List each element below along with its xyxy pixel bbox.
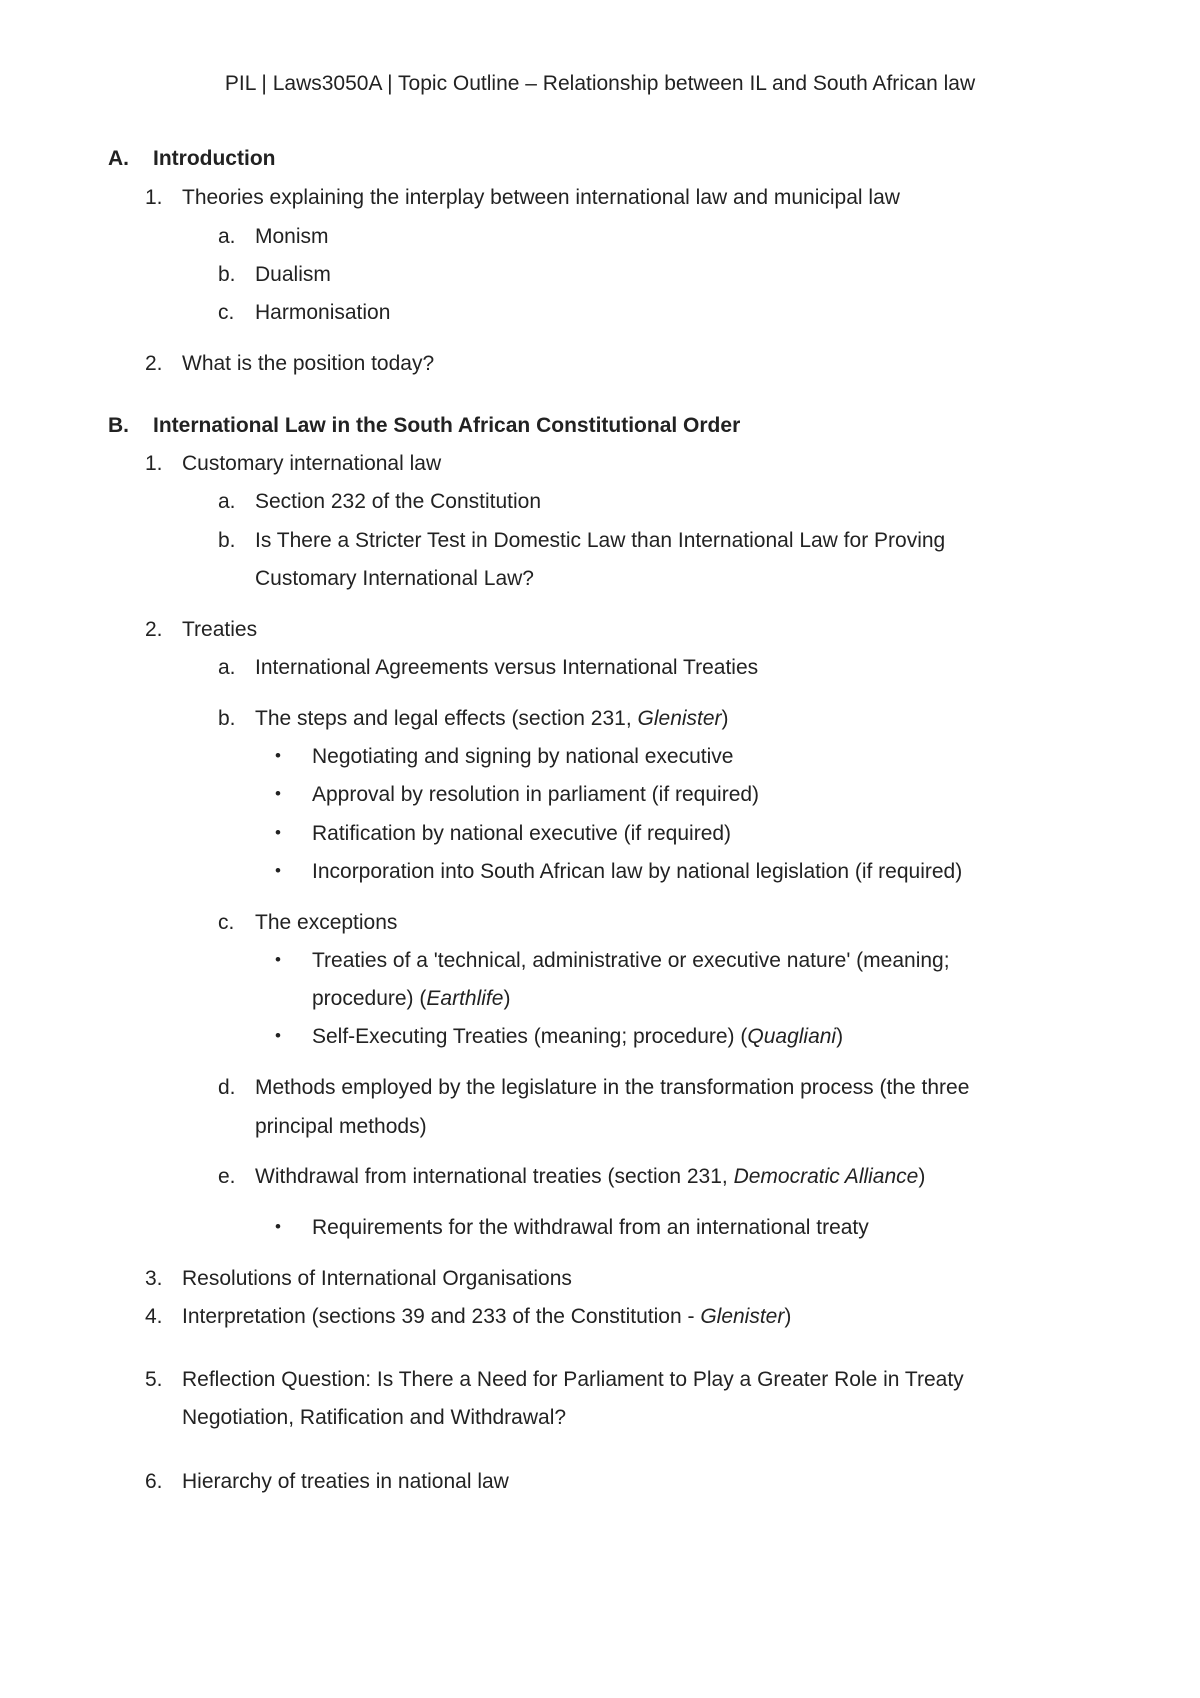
sublist-letter: a. — [218, 225, 236, 248]
list-item: Hierarchy of treaties in national law — [182, 1470, 509, 1493]
section-a-title: Introduction — [153, 147, 276, 170]
list-number: 1. — [145, 186, 163, 209]
bullet-glyph: • — [275, 950, 281, 969]
list-item: What is the position today? — [182, 352, 435, 375]
list-item: Treaties — [182, 618, 258, 641]
list-number: 3. — [145, 1267, 163, 1290]
sublist-letter: a. — [218, 490, 236, 513]
sublist-item: International Agreements versus International Treaties — [255, 656, 759, 679]
section-b-letter: B. — [108, 414, 129, 437]
list-number: 5. — [145, 1368, 163, 1391]
sublist-item: Withdrawal from international treaties (section 231, Democratic Alliance) — [255, 1165, 926, 1188]
bullet-item: Negotiating and signing by national executive — [312, 745, 734, 768]
sublist-item: Is There a Stricter Test in Domestic Law than International Law for Proving — [255, 529, 946, 552]
sublist-letter: d. — [218, 1076, 236, 1099]
sublist-item-continuation: principal methods) — [255, 1115, 427, 1138]
list-item-continuation: Negotiation, Ratification and Withdrawal? — [182, 1406, 567, 1429]
sublist-letter: a. — [218, 656, 236, 679]
sublist-item: The steps and legal effects (section 231, Glenister) — [255, 707, 729, 730]
list-number: 1. — [145, 452, 163, 475]
bullet-item-continuation: procedure) (Earthlife) — [312, 987, 511, 1010]
bullet-item: Treaties of a 'technical, administrative or executive nature' (meaning; — [312, 949, 950, 972]
bullet-glyph: • — [275, 1217, 281, 1236]
page-header: PIL | Laws3050A | Topic Outline – Relationship between IL and South African law — [224, 72, 976, 95]
sublist-letter: c. — [218, 911, 235, 934]
sublist-letter: b. — [218, 529, 236, 552]
sublist-item: Section 232 of the Constitution — [255, 490, 542, 513]
bullet-item: Approval by resolution in parliament (if required) — [312, 783, 760, 806]
sublist-letter: b. — [218, 707, 236, 730]
sublist-letter: b. — [218, 263, 236, 286]
section-b-title: International Law in the South African Constitutional Order — [153, 414, 741, 437]
list-item: Theories explaining the interplay between international law and municipal law — [182, 186, 900, 209]
bullet-item: Requirements for the withdrawal from an international treaty — [312, 1216, 869, 1239]
sublist-letter: c. — [218, 301, 235, 324]
bullet-item: Incorporation into South African law by national legislation (if required) — [312, 860, 963, 883]
list-item: Resolutions of International Organisations — [182, 1267, 572, 1290]
list-item: Customary international law — [182, 452, 442, 475]
list-number: 2. — [145, 618, 163, 641]
list-item: Reflection Question: Is There a Need for Parliament to Play a Greater Role in Treaty — [182, 1368, 964, 1391]
bullet-glyph: • — [275, 861, 281, 880]
bullet-glyph: • — [275, 823, 281, 842]
sublist-letter: e. — [218, 1165, 236, 1188]
sublist-item-continuation: Customary International Law? — [255, 567, 534, 590]
sublist-item: The exceptions — [255, 911, 398, 934]
sublist-item: Harmonisation — [255, 301, 391, 324]
bullet-glyph: • — [275, 784, 281, 803]
sublist-item: Methods employed by the legislature in the transformation process (the three — [255, 1076, 970, 1099]
section-a-letter: A. — [108, 147, 129, 170]
bullet-item: Self-Executing Treaties (meaning; procedure) (Quagliani) — [312, 1025, 844, 1048]
sublist-item: Dualism — [255, 263, 331, 286]
bullet-glyph: • — [275, 746, 281, 765]
sublist-item: Monism — [255, 225, 329, 248]
list-number: 4. — [145, 1305, 163, 1328]
list-number: 6. — [145, 1470, 163, 1493]
bullet-glyph: • — [275, 1026, 281, 1045]
bullet-item: Ratification by national executive (if required) — [312, 822, 732, 845]
list-number: 2. — [145, 352, 163, 375]
list-item: Interpretation (sections 39 and 233 of the Constitution - Glenister) — [182, 1305, 792, 1328]
